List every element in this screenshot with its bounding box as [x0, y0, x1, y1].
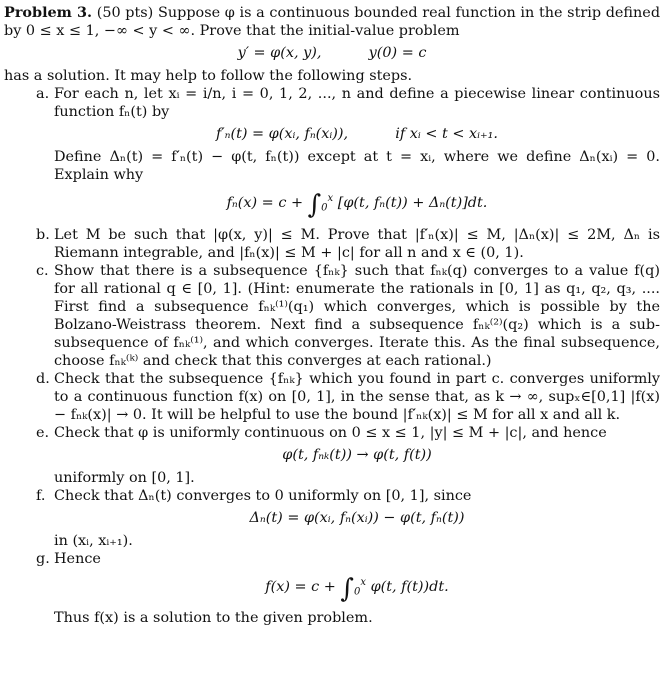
step-d-text: Check that the subsequence {fₙₖ} which you found in part c. converges uniformly to a continuous function f(x) on [0, 1], in the sense that, as k → ∞, supₓ∈[0,1] |f(x) − fₙₖ(x)| → 0. It will be helpful to use the bound |f′ₙₖ(x)| ≤ M for all x and all k. [54, 370, 660, 423]
step-g-equation [54, 574, 660, 602]
step-e-label: e. [36, 424, 50, 441]
integral-sign-icon: ∫ [307, 189, 322, 220]
step-b-label: b. [36, 226, 50, 243]
step-g-text-1: Hence [54, 550, 101, 567]
step-c-text: Show that there is a subsequence {fₙₖ} such that fₙₖ(q) converges to a value f(q) for all rational q ∈ [0, 1]. (Hint: enumerate the rationals in [0, 1] as q₁, q₂, q₃, .... First find a subsequence fₙₖ⁽¹⁾(q₁) which converges, which is possible by the Bolzano-Weistrass theorem. Next find a subsequence fₙₖ⁽²⁾(q₂) which is a sub-subsequence of fₙₖ⁽¹⁾, and which converges. Iterate this. As the final subsequence, choose fₙₖ⁽ᵏ⁾ and check that this converges at each rational.) [54, 262, 660, 369]
step-a-eq-1: f′ₙ(t) = φ(xᵢ, fₙ(xᵢ)), [216, 126, 349, 142]
step-a-text-1: For each n, let xᵢ = i/n, i = 0, 1, 2, ..., n and define a piecewise linear continuous function fₙ(t) by [54, 86, 660, 120]
problem-intro [4, 4, 660, 40]
problem-points: (50 pts) [96, 5, 154, 21]
step-f-label: f. [36, 487, 46, 504]
step-a-eq-2-lhs: fₙ(x) = c + [226, 194, 304, 211]
step-f-text-2: in (xᵢ, xᵢ₊₁). [54, 532, 133, 549]
step-a-label: a. [36, 86, 50, 102]
steps-list [4, 85, 660, 627]
step-c [4, 262, 660, 370]
step-e-text-2: uniformly on [0, 1]. [54, 469, 195, 486]
step-g-label: g. [36, 550, 50, 567]
integral-sign-icon: ∫ [340, 573, 354, 604]
step-c-label: c. [36, 262, 49, 279]
step-a-equation-2 [54, 190, 660, 218]
step-d [4, 370, 660, 424]
step-d-label: d. [36, 370, 50, 387]
step-g [4, 550, 660, 628]
step-e [4, 424, 660, 487]
step-a-eq-2-upper: x [327, 193, 334, 204]
step-f [4, 487, 660, 550]
step-g-eq-upper: x [360, 576, 366, 588]
step-e-equation: φ(t, fₙₖ(t)) → φ(t, f(t)) [282, 446, 432, 463]
problem-title: Problem 3. [4, 4, 93, 21]
step-g-eq-lhs: f(x) = c + [265, 578, 336, 595]
step-b [4, 226, 660, 262]
step-a [4, 85, 660, 218]
ivp-equation-initial: y(0) = c [368, 45, 427, 61]
step-f-equation: Δₙ(t) = φ(xᵢ, fₙ(xᵢ)) − φ(t, fₙ(t)) [249, 509, 465, 526]
step-f-text-1: Check that Δₙ(t) converges to 0 uniformly on [0, 1], since [54, 487, 472, 504]
step-a-eq-2-lower: 0 [321, 202, 328, 214]
step-a-eq-2-rhs: [φ(t, fₙ(t)) + Δₙ(t)]dt. [337, 194, 488, 211]
step-e-text-1: Check that φ is uniformly continuous on 0 ≤ x ≤ 1, |y| ≤ M + |c|, and hence [54, 424, 607, 441]
problem-intro-text: Suppose φ is a continuous bounded real function in the strip defined by 0 ≤ x ≤ 1, −∞ < y < ∞. Prove that the initial-value problem [4, 5, 661, 39]
step-g-eq-rhs: φ(t, f(t))dt. [370, 578, 449, 595]
step-g-eq-lower: 0 [353, 586, 361, 598]
step-g-text-2: Thus f(x) is a solution to the given problem. [54, 610, 373, 627]
step-a-equation-1 [54, 125, 660, 143]
ivp-equation-ode: y′ = φ(x, y), [237, 45, 322, 61]
problem-intro-2: has a solution. It may help to follow the following steps. [4, 68, 413, 84]
step-a-eq-1-condition: if xᵢ < t < xᵢ₊₁. [395, 126, 498, 142]
step-a-text-2: Define Δₙ(t) = f′ₙ(t) − φ(t, fₙ(t)) except at t = xᵢ, where we define Δₙ(xᵢ) = 0. Explain why [54, 149, 660, 183]
ivp-equation [4, 44, 660, 62]
step-b-text: Let M be such that |φ(x, y)| ≤ M. Prove that |f′ₙ(x)| ≤ M, |Δₙ(x)| ≤ 2M, Δₙ is Riemann integrable, and |fₙ(x)| ≤ M + |c| for all n and x ∈ (0, 1). [54, 226, 660, 261]
